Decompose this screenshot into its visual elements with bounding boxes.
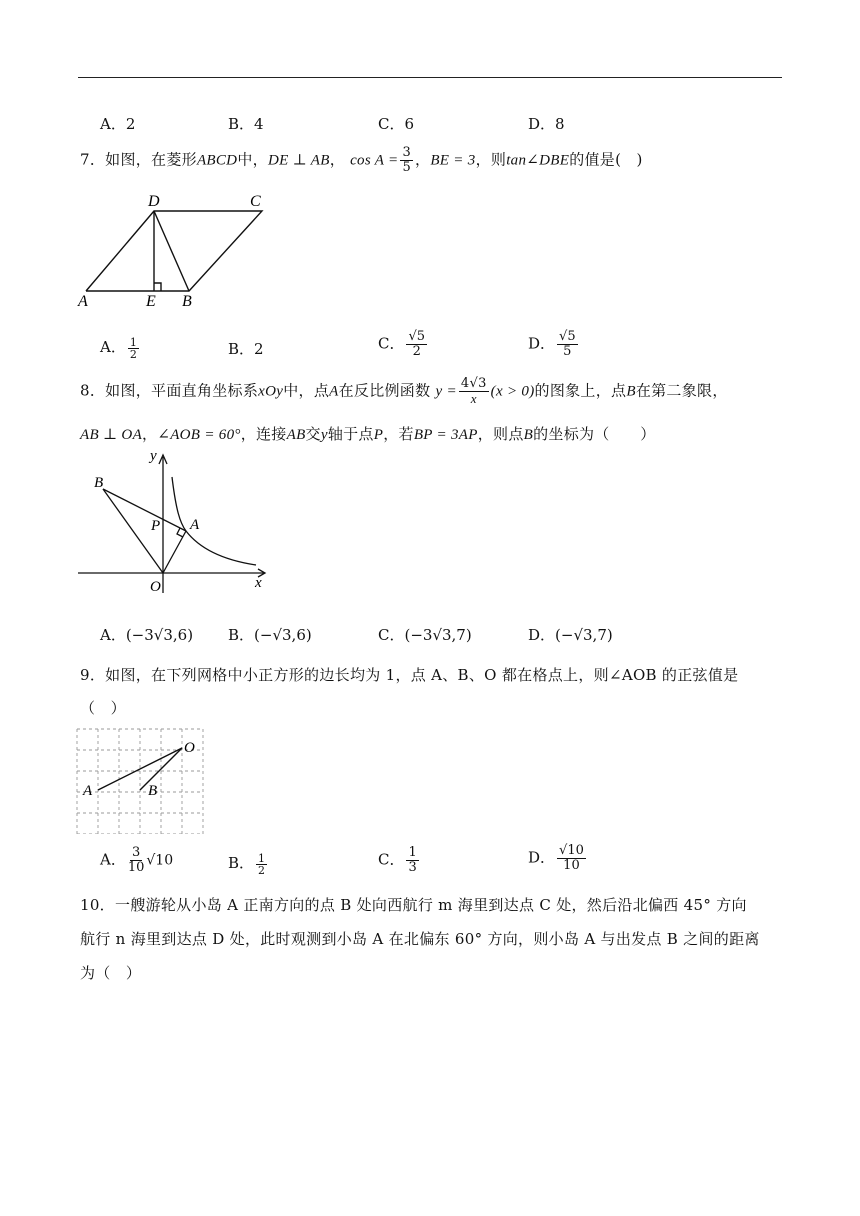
q7-tan: tan∠DBE bbox=[506, 152, 570, 169]
q7-rhombus-figure bbox=[74, 190, 274, 310]
q8-xoy: xOy bbox=[258, 383, 284, 400]
q6-option-a[interactable]: A．2 bbox=[100, 115, 136, 133]
q7-text: ， bbox=[329, 150, 346, 169]
q9-option-d[interactable] bbox=[528, 844, 588, 873]
q8-stem-line2 bbox=[80, 423, 656, 444]
q9-label-b: B bbox=[148, 783, 158, 799]
q7-number: 7．如图，在菱形 bbox=[80, 150, 197, 169]
q8-text: 轴于点 bbox=[327, 425, 374, 443]
q6-option-b[interactable]: B．4 bbox=[228, 115, 264, 133]
q8-text: ， bbox=[142, 425, 158, 443]
q9-stem-line2: （ ） bbox=[80, 699, 126, 717]
q6-option-c[interactable]: C．6 bbox=[378, 115, 415, 133]
q7-option-a[interactable] bbox=[100, 336, 141, 360]
q8-text: B bbox=[523, 427, 534, 443]
q7-option-b[interactable]: B．2 bbox=[228, 340, 264, 358]
fraction-numerator: √5 bbox=[408, 329, 426, 344]
option-prefix: A． bbox=[100, 338, 126, 356]
q7-label-d: D bbox=[148, 193, 160, 210]
fraction-denominator: 10 bbox=[127, 860, 145, 875]
q8-stem-line1 bbox=[80, 377, 728, 406]
q10-stem-line3: 为（ ） bbox=[80, 964, 142, 982]
q7-label-c: C bbox=[250, 193, 261, 210]
option-fraction bbox=[557, 844, 586, 873]
q8-label-p: P bbox=[151, 518, 161, 534]
q8-func-fraction bbox=[459, 377, 489, 406]
q8-text: ，则点 bbox=[477, 425, 524, 443]
q8-text: 在第二象限， bbox=[635, 381, 728, 400]
fraction-numerator: 3 bbox=[131, 845, 141, 860]
fraction-numerator: √5 bbox=[559, 329, 576, 344]
q7-stem bbox=[80, 146, 643, 175]
q9-grid-figure bbox=[76, 728, 206, 834]
q8-text: 的坐标为（ ） bbox=[533, 425, 656, 443]
q8-text: P bbox=[373, 427, 384, 443]
q8-label-b: B bbox=[94, 475, 104, 491]
q8-text: AB bbox=[286, 427, 306, 443]
q6-option-d[interactable]: D．8 bbox=[528, 115, 565, 133]
q7-text: ，则 bbox=[475, 150, 507, 169]
q8-func-y: y = bbox=[435, 383, 457, 400]
q7-text: 中， bbox=[237, 150, 268, 169]
q8-option-c[interactable]: C．(−3√3,7) bbox=[378, 626, 472, 644]
q7-condition: DE ⊥ AB bbox=[267, 152, 330, 169]
q8-text: y bbox=[320, 427, 328, 443]
fraction-denominator: 2 bbox=[129, 347, 137, 361]
header-rule bbox=[78, 77, 782, 78]
option-fraction bbox=[128, 337, 139, 360]
q8-option-a[interactable]: A．(−3√3,6) bbox=[100, 626, 194, 644]
q8-option-d[interactable]: D．(−√3,7) bbox=[528, 626, 613, 644]
fraction-denominator: 2 bbox=[412, 344, 421, 359]
q9-label-o: O bbox=[184, 740, 195, 756]
q8-text: 8．如图，平面直角坐标系 bbox=[80, 381, 259, 400]
q9-label-a: A bbox=[83, 783, 93, 799]
q7-option-c[interactable] bbox=[378, 330, 429, 359]
q8-coordinate-figure bbox=[76, 450, 276, 600]
option-prefix: C． bbox=[378, 334, 405, 353]
q7-shape: ABCD bbox=[196, 152, 238, 169]
q7-option-d[interactable] bbox=[528, 330, 580, 359]
q8-text: ，若 bbox=[383, 425, 414, 443]
fraction-numerator: 1 bbox=[408, 845, 417, 860]
option-prefix: C． bbox=[378, 850, 405, 869]
q8-text: 的图象上，点 bbox=[534, 381, 627, 400]
fraction-denominator: 2 bbox=[258, 863, 266, 877]
q9-option-c[interactable] bbox=[378, 846, 421, 875]
q8-text: AB ⊥ OA bbox=[80, 427, 143, 443]
fraction-denominator: 10 bbox=[563, 858, 580, 873]
q8-text: 中，点 bbox=[283, 381, 330, 400]
q9-stem-line1: 9．如图，在下列网格中小正方形的边长均为 1，点 A、B、O 都在格点上，则∠AOB 的正弦值是 bbox=[80, 666, 739, 684]
q7-text: ， bbox=[415, 150, 431, 169]
fraction-denominator: x bbox=[470, 391, 477, 406]
option-prefix: A． bbox=[100, 850, 126, 869]
q8-point-a: A bbox=[329, 383, 339, 400]
option-prefix: D． bbox=[528, 848, 556, 867]
fraction-denominator: 5 bbox=[402, 160, 412, 175]
q8-text: 交 bbox=[305, 425, 321, 443]
q7-cos: cos A = bbox=[350, 152, 399, 169]
q7-cos-fraction bbox=[400, 146, 413, 175]
q8-label-o: O bbox=[150, 579, 161, 595]
fraction-numerator: 3 bbox=[402, 145, 412, 160]
q8-text: 在反比例函数 bbox=[338, 381, 431, 400]
option-prefix: B． bbox=[228, 854, 255, 872]
option-prefix: D． bbox=[528, 334, 556, 353]
fraction-numerator: 1 bbox=[129, 335, 137, 349]
q7-be: BE = 3 bbox=[430, 152, 476, 169]
q8-label-a: A bbox=[190, 517, 200, 533]
q8-text: BP = 3AP bbox=[413, 427, 478, 443]
q7-label-a: A bbox=[78, 293, 88, 310]
q10-stem-line1: 10．一艘游轮从小岛 A 正南方向的点 B 处向西航行 m 海里到达点 C 处，然后沿北偏西 45° 方向 bbox=[80, 896, 747, 914]
q9-option-a[interactable] bbox=[100, 846, 173, 875]
q8-label-y: y bbox=[150, 450, 157, 464]
fraction-numerator: 1 bbox=[258, 851, 266, 865]
q10-stem-line2: 航行 n 海里到达点 D 处，此时观测到小岛 A 在北偏东 60° 方向，则小岛 A 与出发点 B 之间的距离 bbox=[80, 930, 760, 948]
q9-option-b[interactable] bbox=[228, 852, 269, 876]
fraction-numerator: 4√3 bbox=[460, 376, 487, 391]
q7-label-b: B bbox=[182, 293, 192, 310]
q7-text: 的值是( ) bbox=[569, 150, 643, 169]
q8-option-b[interactable]: B．(−√3,6) bbox=[228, 626, 312, 644]
q8-point-b: B bbox=[626, 383, 636, 400]
fraction-numerator: √10 bbox=[559, 843, 584, 858]
q8-text: ，连接 bbox=[240, 425, 287, 443]
fraction-denominator: 3 bbox=[408, 860, 417, 875]
fraction-denominator: 5 bbox=[563, 344, 572, 359]
option-fraction bbox=[406, 330, 427, 359]
q8-func-condition: (x > 0) bbox=[490, 383, 535, 400]
q7-label-e: E bbox=[146, 293, 156, 310]
option-fraction bbox=[557, 330, 578, 359]
option-fraction bbox=[128, 846, 145, 875]
q8-text: ∠AOB = 60° bbox=[157, 427, 241, 443]
option-fraction bbox=[256, 853, 267, 876]
option-fraction bbox=[406, 846, 418, 875]
option-root: √10 bbox=[146, 852, 174, 869]
q8-label-x: x bbox=[255, 575, 262, 591]
